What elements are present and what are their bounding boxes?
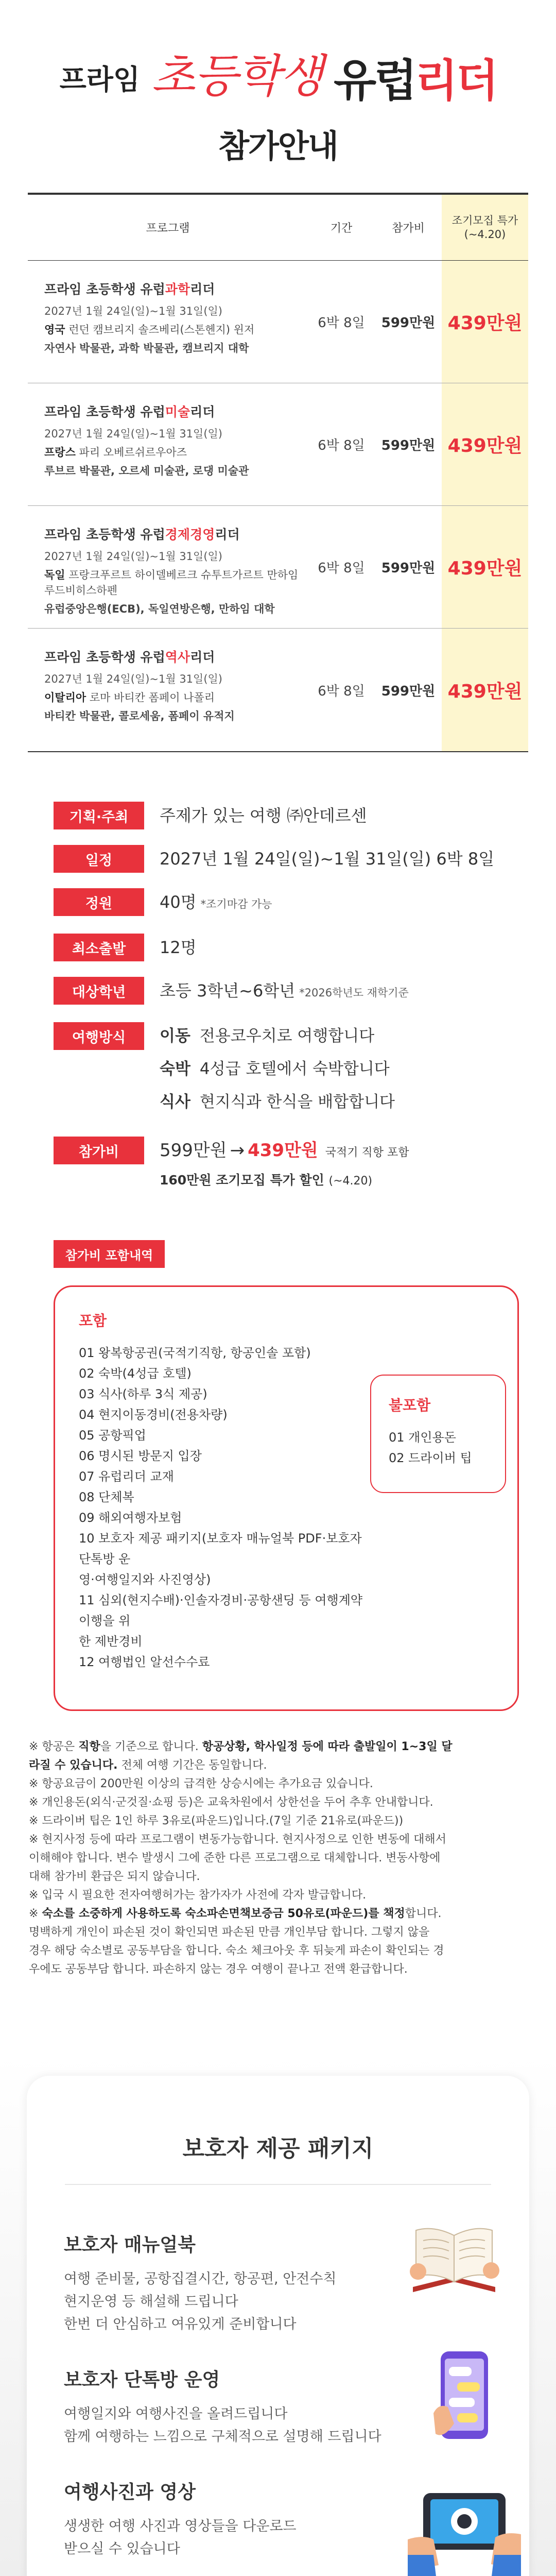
tag-minimum: 최소출발 [54, 934, 144, 961]
hero-title [0, 31, 556, 107]
header-program: 프로그램 [146, 222, 190, 235]
included-item: 11 심외(현지수배)·인솔자경비·공항샌딩 등 여행계약 이행을 위 [79, 1593, 363, 1628]
guardian-section-media [64, 2478, 393, 2561]
info-minimum [54, 934, 556, 961]
program-date: 2027년 1월 24일(일)~1월 31일(일) [44, 550, 223, 563]
info-fee [54, 1137, 556, 1189]
duration-cell: 6박 8일 [318, 438, 365, 453]
program-name-prefix: 프라임 초등학생 유럽 [44, 282, 165, 297]
program-sites: 유럽중앙은행(ECB), 독일연방은행, 만하임 대학 [44, 603, 275, 615]
note-text: 명백하게 개인이 파손된 것이 확인되면 파손된 만큼 개인부담 합니다. 그렇지 않을 [29, 1926, 430, 1939]
included-item: 02 숙박(4성급 호텔) [79, 1366, 192, 1381]
program-name-prefix: 프라임 초등학생 유럽 [44, 404, 165, 419]
included-box [54, 1285, 519, 1711]
program-cell [28, 261, 308, 383]
method-key: 식사 [160, 1093, 190, 1111]
method-line [160, 1022, 395, 1050]
price-cell: 599만원 [381, 315, 436, 331]
included-item: 03 식사(하루 3식 제공) [79, 1387, 207, 1401]
program-cell [28, 506, 308, 628]
guardian-title: 보호자 제공 패키지 [182, 2136, 374, 2162]
note-line [29, 1942, 527, 1960]
included-item: 07 유럽리더 교재 [79, 1469, 174, 1484]
program-name-suffix: 리더 [190, 282, 215, 297]
header-price: 참가비 [392, 222, 425, 235]
fee-sub-text: 160만원 조기모집 특가 할인 [160, 1173, 324, 1188]
program-name [44, 402, 308, 420]
section-line: 한번 더 안심하고 여유있게 준비합니다 [64, 2316, 297, 2332]
grade-value [160, 977, 409, 1007]
price-cell: 599만원 [381, 683, 436, 699]
method-text: 전용코우치로 여행합니다 [199, 1027, 375, 1045]
program-country: 프랑스 [44, 446, 76, 459]
program-cell [28, 629, 308, 751]
minimum-value: 12명 [160, 938, 197, 957]
method-text: 현지식과 한식을 배합합니다 [199, 1093, 395, 1111]
note-text: 대해 참가비 환급은 되지 않습니다. [29, 1870, 200, 1883]
program-name-suffix: 리더 [215, 527, 240, 542]
guardian-section-manual [64, 2230, 393, 2336]
note-emphasis: 숙소를 소중하게 사용하도록 숙소파손면책보증금 50유로(파운드)를 책정 [42, 1907, 405, 1920]
program-cities: 런던 캠브리지 솔즈베리(스톤헨지) 윈저 [68, 324, 255, 336]
note-emphasis: 항공상황, 학사일정 등에 따라 출발일이 1~3일 달 [202, 1740, 453, 1753]
fee-block [160, 1137, 409, 1189]
program-name [44, 524, 308, 543]
method-line [160, 1088, 395, 1116]
section-line: 여행 준비물, 공항집결시간, 항공편, 안전수칙 [64, 2271, 337, 2287]
note-line [29, 1960, 527, 1979]
note-line [29, 1923, 527, 1942]
grade-range: 초등 3학년~6학년 [160, 981, 296, 1001]
grade-note: *2026학년도 재학기준 [299, 987, 409, 999]
guardian-card [27, 2076, 529, 2576]
section-head: 여행사진과 영상 [64, 2482, 196, 2503]
included-item: 09 해외여행자보험 [79, 1511, 182, 1525]
method-key: 숙박 [160, 1060, 190, 1078]
note-line [29, 1868, 527, 1886]
capacity-value [160, 888, 272, 918]
program-name-prefix: 프라임 초등학생 유럽 [44, 527, 165, 542]
program-city [44, 444, 308, 460]
included-head: 포함 [79, 1312, 107, 1329]
tag-capacity: 정원 [54, 888, 144, 916]
note-line [29, 1831, 527, 1849]
program-name [44, 279, 308, 298]
section-line: 생생한 여행 사진과 영상들을 다운로드 [64, 2518, 297, 2534]
hero-elementary: 초등학생 [151, 49, 323, 103]
tag-grade: 대상학년 [54, 977, 144, 1005]
hero-header [0, 0, 556, 170]
info-schedule [54, 845, 556, 873]
program-sites: 자연사 박물관, 과학 박물관, 캠브리지 대학 [44, 342, 249, 354]
organizer-value: 주제가 있는 여행 ㈜안데르센 [160, 806, 367, 825]
capacity-number: 40명 [160, 892, 197, 912]
capacity-note: *조기마감 가능 [200, 898, 272, 910]
note-line [29, 1793, 527, 1812]
section-line: 함께 여행하는 느낌으로 구체적으로 설명해 드립니다 [64, 2429, 381, 2445]
program-name-highlight: 역사 [165, 650, 190, 665]
included-list [79, 1310, 367, 1672]
table-header [28, 195, 528, 261]
note-line [29, 1756, 527, 1775]
tag-schedule: 일정 [54, 845, 144, 873]
note-emphasis: 라질 수 있습니다. [29, 1759, 118, 1772]
info-capacity [54, 888, 556, 918]
fee-line [160, 1137, 409, 1167]
included-items [79, 1343, 367, 1672]
price-cell: 599만원 [381, 438, 436, 453]
table-row [28, 261, 528, 383]
program-city [44, 567, 308, 598]
method-text: 4성급 호텔에서 숙박합니다 [199, 1060, 390, 1078]
program-name-highlight: 미술 [165, 404, 190, 419]
guardian-divider [65, 2184, 491, 2185]
table-row [28, 383, 528, 506]
note-text: 합니다. [405, 1907, 442, 1920]
table-row [28, 629, 528, 751]
note-text: 전체 여행 기간은 동일합니다. [117, 1759, 267, 1772]
included-item: 04 현지이동경비(전용차량) [79, 1408, 228, 1422]
book-icon [403, 2210, 506, 2302]
method-key: 이동 [160, 1027, 190, 1045]
fee-sub [160, 1170, 409, 1189]
hero-leader: 리더 [415, 55, 497, 107]
header-early: 조기모집 특가 (~4.20) [442, 195, 528, 260]
program-cities: 로마 바티칸 폼페이 나폴리 [89, 691, 215, 704]
section-head: 보호자 단톡방 운영 [64, 2369, 220, 2391]
program-name-suffix: 리더 [190, 650, 215, 665]
fee-note: 국적기 직항 포함 [325, 1146, 409, 1159]
note-text: ※ 항공요금이 200만원 이상의 급격한 상승시에는 추가요금 있습니다. [29, 1777, 373, 1790]
arrow-icon: → [230, 1140, 245, 1161]
tag-fee: 참가비 [54, 1137, 144, 1164]
program-sites: 루브르 박물관, 오르세 미술관, 로댕 미술관 [44, 465, 249, 477]
excluded-item: 02 드라이버 팁 [389, 1451, 472, 1465]
tag-organizer: 기획·주최 [54, 802, 144, 829]
note-text: 이해해야 합니다. 변수 발생시 그에 준한 다른 프로그램으로 대체합니다. 변동사항에 [29, 1852, 441, 1865]
program-name-prefix: 프라임 초등학생 유럽 [44, 650, 165, 665]
table-body [28, 261, 528, 751]
fee-discounted: 439만원 [248, 1140, 318, 1161]
schedule-value: 2027년 1월 24일(일)~1월 31일(일) 6박 8일 [160, 849, 495, 869]
program-date: 2027년 1월 24일(일)~1월 31일(일) [44, 305, 223, 317]
program-name-highlight: 경제경영 [165, 527, 215, 542]
excluded-item: 01 개인용돈 [389, 1430, 456, 1445]
included-item: 08 단체복 [79, 1490, 134, 1504]
fee-original: 599만원 [160, 1140, 227, 1161]
note-text: ※ 현지사정 등에 따라 프로그램이 변동가능합니다. 현지사정으로 인한 변동에 대해서 [29, 1833, 446, 1846]
note-text: 을 기준으로 합니다. [100, 1740, 202, 1753]
included-item: 01 왕복항공권(국적기직항, 항공인솔 포함) [79, 1346, 311, 1360]
program-country: 독일 [44, 569, 65, 581]
program-country: 이탈리아 [44, 691, 86, 704]
section-line: 받으실 수 있습니다 [64, 2541, 180, 2557]
tablet-photo-icon [408, 2478, 521, 2576]
included-item: 05 공항픽업 [79, 1428, 146, 1443]
price-cell: 599만원 [381, 561, 436, 576]
program-name-highlight: 과학 [165, 282, 190, 297]
duration-cell: 6박 8일 [318, 561, 365, 576]
program-city [44, 689, 308, 705]
note-text: ※ 입국 시 필요한 전자여행허가는 참가자가 사전에 각자 발급합니다. [29, 1889, 367, 1902]
early-price-cell: 439만원 [442, 261, 528, 383]
phone-chat-icon [423, 2346, 506, 2449]
note-line [29, 1775, 527, 1793]
method-list [160, 1022, 395, 1121]
note-text: ※ [29, 1907, 42, 1920]
program-table [28, 193, 528, 752]
included-title: 참가비 포함내역 [54, 1240, 165, 1268]
note-text: ※ 드라이버 팁은 1인 하루 3유로(파운드)입니다.(7일 기준 21유로(파운드)) [29, 1815, 404, 1827]
program-date: 2027년 1월 24일(일)~1월 31일(일) [44, 673, 223, 685]
note-line [29, 1849, 527, 1868]
section-line: 현지운영 등 해설해 드립니다 [64, 2294, 238, 2310]
program-cities: 프랑크푸르트 하이델베르크 슈투트가르트 만하임 루드비히스하펜 [44, 569, 299, 597]
program-city [44, 321, 308, 337]
excluded-items [389, 1427, 505, 1468]
included-item: 06 명시된 방문지 입장 [79, 1449, 202, 1463]
program-sites: 바티칸 박물관, 콜로세움, 폼페이 유적지 [44, 710, 235, 722]
hero-prime: 프라임 [59, 63, 141, 96]
duration-cell: 6박 8일 [318, 315, 365, 331]
note-text: ※ 개인용돈(외식·군것질·쇼핑 등)은 교육차원에서 상한선을 두어 추후 안내합니다. [29, 1796, 433, 1809]
hero-europe: 유럽 [334, 55, 415, 107]
note-line [29, 1886, 527, 1905]
hero-subtitle: 참가안내 [218, 127, 338, 165]
info-section [54, 802, 556, 1189]
duration-cell: 6박 8일 [318, 683, 365, 699]
early-price-cell: 439만원 [442, 629, 528, 751]
note-text: 경우 해당 숙소별로 공동부담을 합니다. 숙소 체크아웃 후 뒤늦게 파손이 확인되는 경 [29, 1944, 444, 1957]
note-line [29, 1738, 527, 1756]
method-line [160, 1055, 395, 1083]
note-line [29, 1905, 527, 1923]
program-country: 영국 [44, 324, 65, 336]
fee-sub-note: (~4.20) [328, 1175, 373, 1188]
table-row [28, 506, 528, 629]
info-grade [54, 977, 556, 1007]
early-price-cell: 439만원 [442, 506, 528, 628]
program-date: 2027년 1월 24일(일)~1월 31일(일) [44, 428, 223, 440]
excluded-head: 불포함 [389, 1397, 431, 1414]
note-emphasis: 직항 [78, 1740, 100, 1753]
excluded-box [370, 1375, 506, 1493]
note-text: ※ 항공은 [29, 1740, 79, 1753]
info-method [54, 1022, 556, 1121]
early-price-cell: 439만원 [442, 383, 528, 505]
included-item: 한 제반경비 [79, 1634, 143, 1649]
program-cities: 파리 오베르쉬르우아즈 [79, 446, 187, 459]
program-cell [28, 383, 308, 505]
guardian-section-chat [64, 2365, 393, 2448]
tag-method: 여행방식 [54, 1022, 144, 1050]
program-name [44, 647, 308, 666]
included-item: 영·여행일지와 사진영상) [79, 1572, 211, 1587]
section-line: 여행일지와 여행사진을 올려드립니다 [64, 2406, 288, 2422]
section-head: 보호자 매뉴얼북 [64, 2234, 196, 2256]
info-organizer [54, 802, 556, 829]
note-text: 우에도 공동부담 합니다. 파손하지 않는 경우 여행이 끝나고 전액 환급합니다. [29, 1963, 408, 1976]
included-item: 10 보호자 제공 패키지(보호자 매뉴얼북 PDF·보호자 단톡방 운 [79, 1531, 362, 1566]
note-line [29, 1812, 527, 1831]
included-item: 12 여행법인 알선수수료 [79, 1655, 210, 1669]
notes [29, 1738, 527, 1979]
header-duration: 기간 [330, 222, 353, 235]
program-name-suffix: 리더 [190, 404, 215, 419]
